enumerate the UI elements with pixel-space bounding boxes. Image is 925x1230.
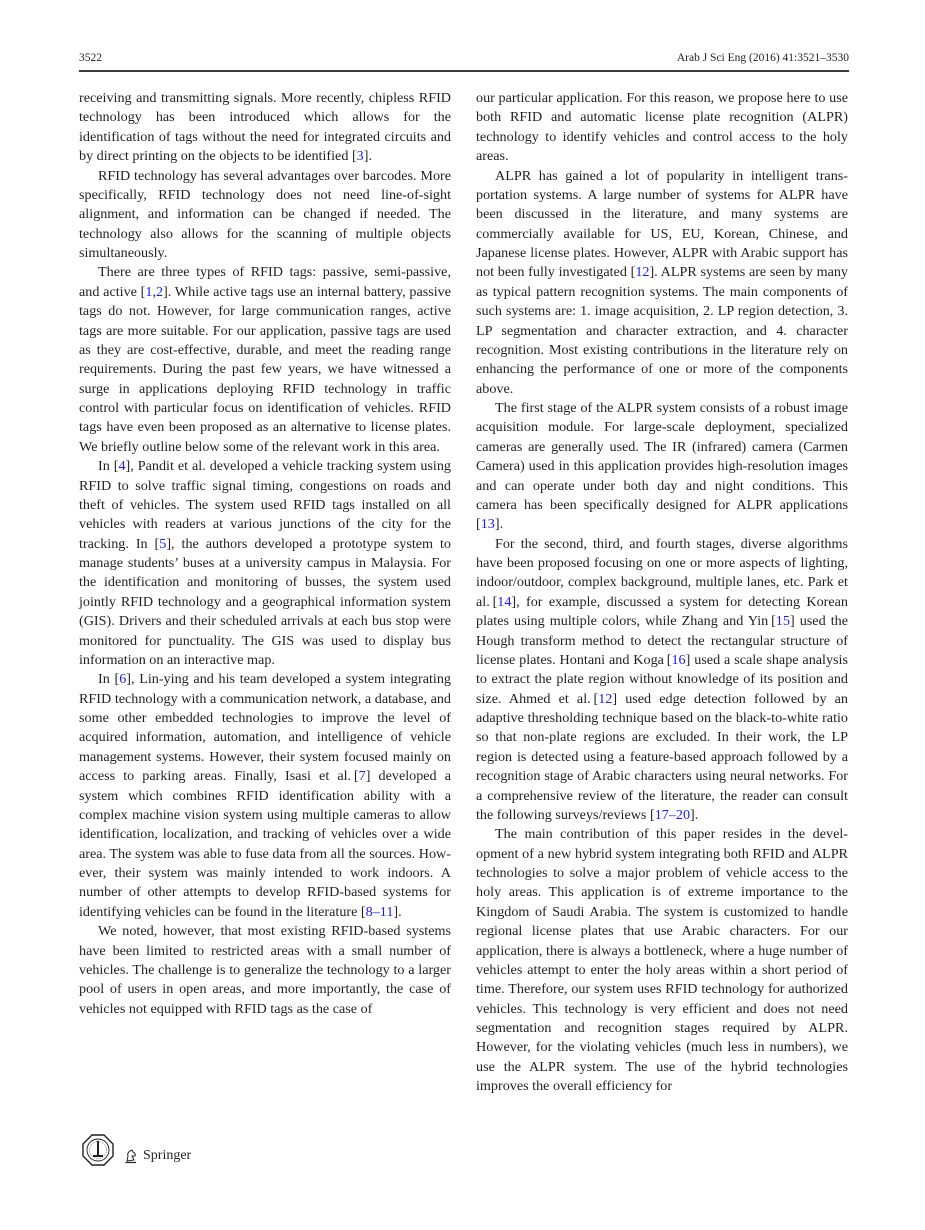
publisher-mark [124, 1148, 191, 1164]
body-text: our particular application. For this reason, we propose here to use both RFID and automatic license plate recognition (ALPR) technology to identify vehicles and control access to the holy areas. [476, 90, 848, 165]
paragraph [476, 167, 848, 400]
citation-link[interactable]: 15 [775, 613, 790, 630]
citation-link[interactable]: 7 [358, 768, 366, 785]
body-text: [ [351, 148, 357, 165]
citation-link[interactable]: 4 [118, 458, 126, 475]
body-text: ] used edge detection followed by an adaptive thresholding technique based on the black-to-white ratio so that non-plate regions are excluded. In their work, the LP region is detected using a feature-based approach followed by a recognition stage of Arabic characters using neural networks. For a comprehensive review of the literature, the reader can consult the following surveys/reviews [ [476, 690, 848, 823]
body-text: RFID technology has several advantages over barcodes. More specifically, RFID technology does not need line-of-sight alignment, and information can be changed if needed. The technology also allows for the scanning of multiple objects simultaneously. [79, 167, 451, 261]
journal-citation: Arab J Sci Eng (2016) 41:3521–3530 [676, 52, 849, 64]
citation-link[interactable]: 6 [119, 671, 127, 688]
university-seal-icon [82, 1134, 114, 1166]
body-text: ] used a scale shape analysis to extract the plate region without knowledge of its position and size. Ahmed et al. [ [476, 651, 848, 707]
body-text: ]. [494, 516, 504, 533]
body-text: ]. While active tags use an internal battery, passive tags do not. However, for large communication ranges, active tags are more suitable. For our application, passive tags are used as they are cost-effective, durable, and meet the reading range requirements. During the past few years, we have witnessed a surge in applications deploying RFID technology in traffic control with particular focus on identification of vehicles. RFID tags have even been proposed as an alternative to license plates. We briefly outline below some of the relevant work in this area. [79, 283, 451, 455]
paragraph [476, 89, 848, 167]
body-text: In [ [98, 671, 120, 688]
body-text: There are three types of RFID tags: passive, semi-passive, and active [ [79, 264, 451, 300]
body-text: We noted, however, that most existing RFID-based systems have been limited to restricted areas with a small number of vehicles. The challenge is to generalize the technology to a larger pool of users in open areas, and more importantly, the case of vehicles not equipped with RFID tags as the case of [79, 923, 451, 1017]
left-column [79, 89, 451, 1019]
paragraph [476, 399, 848, 535]
body-text: , [152, 283, 156, 300]
body-text: ], for example, discussed a system for detecting Korean plates using multiple colors, while Zhang and Yin [ [476, 593, 848, 630]
body-text: ALPR has gained a lot of popularity in intelligent transportation systems. A large number of systems for ALPR have been discussed in the literature, and many systems are commercially available for US, EU, Korean, Chinese, and Japanese license plates. However, ALPR with Arabic support has not been fully investigated [ [476, 167, 848, 281]
body-text: receiving and transmitting signals. More recently, chipless RFID technology has been introduced which allows for the identification of tags without the need for integrated circuits and by direct printing on the objects to be identified [79, 90, 451, 165]
springer-knight-icon [124, 1148, 138, 1164]
citation-link[interactable]: 1 [145, 283, 153, 300]
body-text: ]. [690, 806, 699, 823]
publisher-label: Springer [143, 1148, 192, 1163]
body-text: ], Lin-ying and his team developed a system integrating RFID technology with a communication network, a database, and some other embedded technologies to improve the level of acquired information, automation, and intelligence of vehicle management systems. However, their system focused mainly on access to parking areas. Finally, Isasi et al. [ [79, 671, 451, 785]
body-text: ]. [363, 148, 372, 165]
page-number: 3522 [79, 52, 102, 64]
citation-link[interactable]: 12 [635, 264, 650, 281]
body-text: ], Pandit et al. developed a vehicle tracking system using RFID to solve traffic signal timing, congestions on roads and theft of vehicles. The system used RFID tags installed on all vehicles with readers at various junctions of the city for the tracking. In [ [79, 458, 451, 552]
body-text: ], the authors developed a prototype system to manage students’ buses at a university campus in Malaysia. For the identification and monitoring of busses, the system used jointly RFID technology and a geographical information system (GIS). Drivers and their scheduled arrivals at each bus stop were monitored for punctuality. The GIS was used to display bus information on an interactive map. [79, 535, 451, 668]
citation-link[interactable]: 16 [671, 651, 686, 668]
body-text: The first stage of the ALPR system consists of a robust image acquisition module. For large-scale deployment, specialized cameras are generally used. The IR (infrared) camera (Carmen Camera) used in this application provides high-resolution images and can operate under both day and night conditions. This camera has been specifically designed for ALPR applications [ [476, 400, 848, 533]
citation-link[interactable]: 12 [598, 690, 613, 707]
paragraph [79, 89, 451, 167]
paragraph [79, 167, 451, 264]
paragraph [476, 535, 848, 826]
body-text: The main contribution of this paper resides in the development of a new hybrid system integrating both RFID and ALPR technologies to solve a major problem of vehicle access to the holy areas. This application is of extreme importance to the Kingdom of Saudi Arabia. The system is customized to handle regional license plates that use Arabic characters. For our application, there is always a bottleneck, where a huge number of vehicles attempt to enter the holy areas within a short period of time. Therefore, our system uses RFID technology for authorized vehicles. This technology is very efficient and does not need segmentation and recognition stages required by ALPR. However, for the violating vehicles (much less in numbers), we use the ALPR system. The use of the hybrid technologies improves the overall efficiency for [476, 826, 848, 1095]
body-text: ] used the Hough transform method to detect the rectangular structure of license plates. Hontani and Koga [ [476, 613, 848, 668]
paragraph [79, 670, 451, 922]
body-text: ]. [393, 903, 402, 920]
citation-link[interactable]: 3 [356, 148, 364, 165]
body-text: For the second, third, and fourth stages, diverse algorithms have been proposed focusing on one or more aspects of lighting, indoor/outdoor, complex background, multiple lanes, etc. Park et al. [ [476, 535, 848, 610]
running-header [79, 50, 849, 66]
header-rule [79, 70, 849, 72]
citation-link[interactable]: 17–20 [654, 806, 691, 823]
body-text: ]. ALPR systems are seen by many as typical pattern recognition systems. The main components of such systems are: 1. image acquisition, 2. LP region detection, 3. LP segmentation and character extraction, and 4. character recognition. Most existing contributions in the literature rely on enhancing the performance of one or more of the components above. [476, 264, 848, 397]
citation-link[interactable]: 2 [156, 283, 164, 300]
citation-link[interactable]: 5 [159, 535, 167, 552]
body-text: ] developed a system which combines RFID identification ability with a complex machine vision system using multiple cameras to allow identification, localization, and tracking of vehicles over a wide area. The system was able to fuse data from all the sources. However, their system was mainly intended to work indoors. A number of other attempts to develop RFID-based systems for identifying vehicles can be found in the literature [ [79, 768, 452, 920]
paragraph [79, 457, 451, 670]
paragraph [79, 263, 451, 457]
citation-link[interactable]: 14 [497, 593, 512, 610]
paragraph [476, 825, 848, 1096]
citation-link[interactable]: 13 [480, 516, 495, 533]
page-footer [82, 1132, 191, 1168]
right-column [476, 89, 848, 1097]
body-text: In [ [98, 458, 119, 475]
citation-link[interactable]: 8–11 [365, 903, 394, 920]
paragraph [79, 922, 451, 1019]
